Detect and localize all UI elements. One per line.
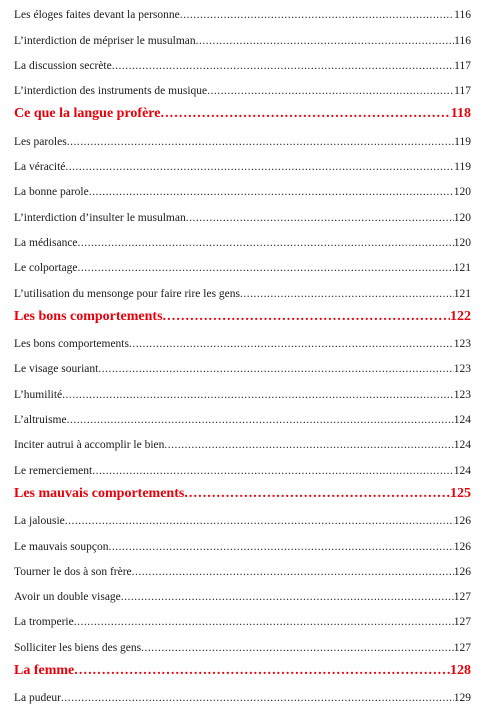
toc-entry-title: La véracité xyxy=(14,161,66,174)
toc-section-heading[interactable] xyxy=(14,101,471,126)
toc-entry-title: Tourner le dos à son frère xyxy=(14,565,132,578)
toc-entry-title: La discussion secrète xyxy=(14,59,112,72)
toc-entry-page-number: 127 xyxy=(453,641,471,654)
toc-entry-title: Les bons comportements xyxy=(14,338,129,351)
toc-entry-title: L’utilisation du mensonge pour faire rire les gens xyxy=(14,287,241,300)
dot-leader xyxy=(240,288,454,304)
dot-leader xyxy=(121,591,454,607)
dot-leader xyxy=(109,541,454,557)
toc-entry-title: La pudeur xyxy=(14,692,61,705)
dot-leader xyxy=(67,414,454,430)
toc-entry-title: Le remerciement xyxy=(14,464,93,477)
dot-leader xyxy=(61,692,454,708)
toc-entry-page-number: 127 xyxy=(453,616,471,629)
dot-leader xyxy=(141,642,454,658)
toc-entry[interactable] xyxy=(14,0,471,25)
dot-leader xyxy=(129,338,454,354)
dot-leader xyxy=(132,566,454,582)
toc-entry-title: L’interdiction des instruments de musique xyxy=(14,85,208,98)
toc-entry-title: La bonne parole xyxy=(14,186,89,199)
toc-entry-page-number: 124 xyxy=(453,414,471,427)
dot-leader xyxy=(78,237,454,253)
toc-entry-title: L’altruisme xyxy=(14,414,67,427)
dot-leader xyxy=(180,9,454,25)
toc-entry[interactable] xyxy=(14,632,471,657)
toc-entry-page-number: 123 xyxy=(453,338,471,351)
toc-entry[interactable] xyxy=(14,607,471,632)
dot-leader xyxy=(112,60,454,76)
toc-entry-page-number: 123 xyxy=(453,363,471,376)
table-of-contents xyxy=(14,0,471,708)
dot-leader xyxy=(65,161,454,177)
toc-entry-page-number: 125 xyxy=(450,485,471,501)
toc-entry[interactable] xyxy=(14,202,471,227)
toc-entry-page-number: 126 xyxy=(453,565,471,578)
dot-leader xyxy=(65,515,454,531)
toc-entry[interactable] xyxy=(14,683,471,708)
toc-entry[interactable] xyxy=(14,152,471,177)
toc-entry-title: Les paroles xyxy=(14,135,67,148)
toc-entry-title: Le mauvais soupçon xyxy=(14,540,109,553)
toc-entry[interactable] xyxy=(14,228,471,253)
toc-entry[interactable] xyxy=(14,531,471,556)
toc-entry[interactable] xyxy=(14,405,471,430)
dot-leader xyxy=(164,439,453,455)
toc-entry-page-number: 121 xyxy=(453,287,471,300)
toc-entry-title: La tromperie xyxy=(14,616,74,629)
toc-entry-title: L’interdiction d’insulter le musulman xyxy=(14,211,186,224)
dot-leader xyxy=(160,106,450,126)
toc-entry-page-number: 127 xyxy=(453,591,471,604)
toc-section-heading[interactable] xyxy=(14,481,471,506)
dot-leader xyxy=(98,363,453,379)
toc-entry-page-number: 117 xyxy=(454,59,471,72)
toc-entry[interactable] xyxy=(14,278,471,303)
toc-entry-title: La jalousie xyxy=(14,515,65,528)
toc-entry-page-number: 124 xyxy=(453,464,471,477)
toc-entry[interactable] xyxy=(14,76,471,101)
toc-entry[interactable] xyxy=(14,177,471,202)
toc-entry-page-number: 129 xyxy=(453,692,471,705)
toc-entry-page-number: 118 xyxy=(450,106,471,122)
toc-entry-page-number: 126 xyxy=(453,515,471,528)
toc-entry-page-number: 121 xyxy=(453,262,471,275)
toc-entry-title: Les éloges faites devant la personne xyxy=(14,9,180,22)
dot-leader xyxy=(196,35,455,51)
toc-entry-title: Ce que la langue profère xyxy=(14,106,161,122)
dot-leader xyxy=(184,486,450,506)
toc-entry-page-number: 116 xyxy=(454,9,471,22)
dot-leader xyxy=(89,186,454,202)
toc-entry-title: L’humilité xyxy=(14,388,63,401)
toc-entry-page-number: 120 xyxy=(453,186,471,199)
toc-entry-title: Les mauvais comportements xyxy=(14,485,185,501)
dot-leader xyxy=(92,465,454,481)
toc-entry-page-number: 116 xyxy=(454,34,471,47)
toc-entry[interactable] xyxy=(14,430,471,455)
toc-entry-title: La médisance xyxy=(14,236,78,249)
toc-entry[interactable] xyxy=(14,253,471,278)
toc-entry-page-number: 126 xyxy=(453,540,471,553)
toc-entry[interactable] xyxy=(14,379,471,404)
dot-leader xyxy=(163,309,450,329)
toc-entry-page-number: 124 xyxy=(453,439,471,452)
toc-entry[interactable] xyxy=(14,582,471,607)
dot-leader xyxy=(74,663,450,683)
toc-entry[interactable] xyxy=(14,126,471,151)
toc-entry-title: La femme xyxy=(14,663,75,679)
toc-entry-title: Inciter autrui à accomplir le bien xyxy=(14,439,165,452)
toc-entry-title: Les bons comportements xyxy=(14,308,163,324)
toc-entry-title: Le colportage xyxy=(14,262,78,275)
toc-entry[interactable] xyxy=(14,25,471,50)
toc-entry-page-number: 120 xyxy=(453,211,471,224)
toc-entry-page-number: 120 xyxy=(453,236,471,249)
dot-leader xyxy=(78,262,454,278)
toc-entry[interactable] xyxy=(14,51,471,76)
toc-entry-title: Le visage souriant xyxy=(14,363,99,376)
toc-entry-title: Solliciter les biens des gens xyxy=(14,641,142,654)
toc-entry-page-number: 119 xyxy=(454,135,471,148)
dot-leader xyxy=(74,616,454,632)
toc-entry-page-number: 128 xyxy=(450,663,471,679)
toc-entry-page-number: 119 xyxy=(454,161,471,174)
toc-section-heading[interactable] xyxy=(14,304,471,329)
toc-section-heading[interactable] xyxy=(14,658,471,683)
dot-leader xyxy=(186,212,454,228)
dot-leader xyxy=(207,85,454,101)
toc-entry[interactable] xyxy=(14,329,471,354)
toc-entry-page-number: 117 xyxy=(454,85,471,98)
toc-entry[interactable] xyxy=(14,557,471,582)
dot-leader xyxy=(62,389,454,405)
toc-entry[interactable] xyxy=(14,455,471,480)
toc-entry[interactable] xyxy=(14,506,471,531)
toc-entry-page-number: 122 xyxy=(450,308,471,324)
toc-entry-title: L’interdiction de mépriser le musulman xyxy=(14,34,196,47)
toc-entry-title: Avoir un double visage xyxy=(14,591,121,604)
toc-entry-page-number: 123 xyxy=(453,388,471,401)
toc-entry[interactable] xyxy=(14,354,471,379)
dot-leader xyxy=(67,136,454,152)
